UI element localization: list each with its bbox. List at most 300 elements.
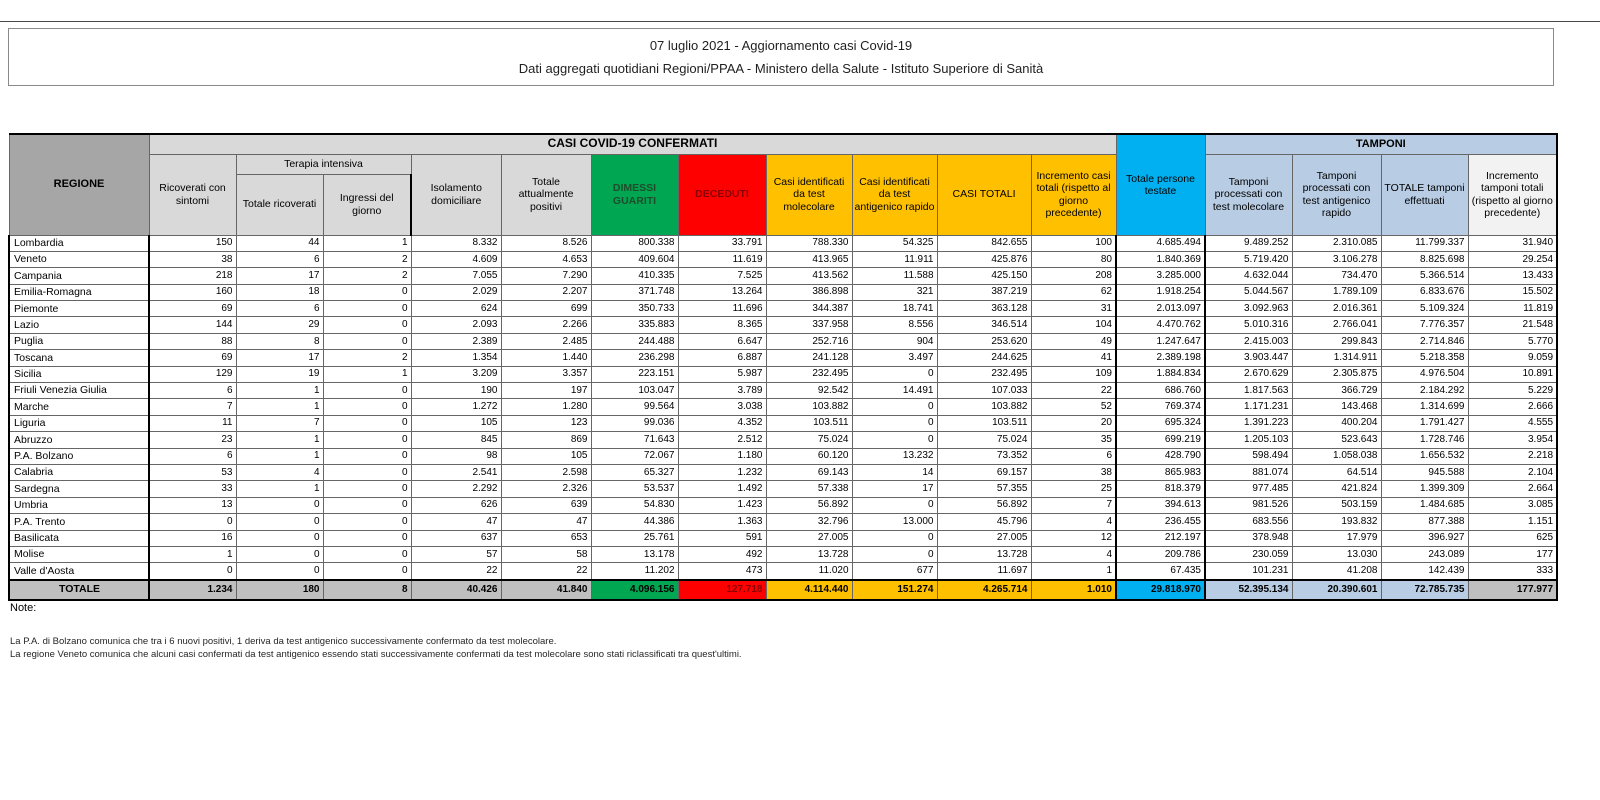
value-cell: 1.180 [678, 448, 766, 464]
value-cell: 129 [149, 366, 236, 382]
value-cell: 2.310.085 [1292, 235, 1381, 251]
value-cell: 1.171.231 [1205, 399, 1292, 415]
value-cell: 232.495 [937, 366, 1031, 382]
value-cell: 333 [1468, 563, 1557, 580]
value-cell: 1.918.254 [1116, 284, 1205, 300]
table-row [9, 350, 1557, 366]
value-cell: 695.324 [1116, 415, 1205, 431]
totale-value-cell: 29.818.970 [1116, 580, 1205, 600]
column-header-totale-ricoverati: Totale ricoverati [236, 174, 323, 235]
value-cell: 4 [236, 464, 323, 480]
value-cell: 0 [323, 546, 411, 562]
value-cell: 252.716 [766, 333, 852, 349]
value-cell: 6 [236, 251, 323, 267]
note-line-bolzano: La P.A. di Bolzano comunica che tra i 6 nuovi positivi, 1 deriva da test antigenico successivamente confermato da test molecolare. [10, 636, 557, 647]
value-cell: 69 [149, 350, 236, 366]
totale-value-cell: 1.234 [149, 580, 236, 600]
value-cell: 243.089 [1381, 546, 1468, 562]
table-row [9, 481, 1557, 497]
value-cell: 321 [852, 284, 937, 300]
totale-value-cell: 52.395.134 [1205, 580, 1292, 600]
value-cell: 65.327 [591, 464, 678, 480]
value-cell: 0 [149, 563, 236, 580]
totale-value-cell: 1.010 [1031, 580, 1116, 600]
value-cell: 6 [149, 383, 236, 399]
value-cell: 209.786 [1116, 546, 1205, 562]
totale-value-cell: 180 [236, 580, 323, 600]
value-cell: 54.830 [591, 497, 678, 513]
value-cell: 72.067 [591, 448, 678, 464]
value-cell: 1 [236, 432, 323, 448]
value-cell: 7 [1031, 497, 1116, 513]
table-header [9, 134, 1557, 235]
value-cell: 104 [1031, 317, 1116, 333]
value-cell: 56.892 [937, 497, 1031, 513]
value-cell: 5.218.358 [1381, 350, 1468, 366]
table-row [9, 301, 1557, 317]
value-cell: 230.059 [1205, 546, 1292, 562]
value-cell: 62 [1031, 284, 1116, 300]
value-cell: 5.044.567 [1205, 284, 1292, 300]
totale-value-cell: 127.718 [678, 580, 766, 600]
value-cell: 639 [501, 497, 591, 513]
value-cell: 734.470 [1292, 268, 1381, 284]
value-cell: 845 [411, 432, 501, 448]
value-cell: 236.298 [591, 350, 678, 366]
value-cell: 0 [323, 530, 411, 546]
value-cell: 107.033 [937, 383, 1031, 399]
value-cell: 33 [149, 481, 236, 497]
totale-value-cell: 41.840 [501, 580, 591, 600]
value-cell: 6.887 [678, 350, 766, 366]
value-cell: 5.366.514 [1381, 268, 1468, 284]
value-cell: 637 [411, 530, 501, 546]
table-row [9, 235, 1557, 251]
value-cell: 1.791.427 [1381, 415, 1468, 431]
value-cell: 13 [149, 497, 236, 513]
totale-value-cell: 4.114.440 [766, 580, 852, 600]
table-row [9, 333, 1557, 349]
value-cell: 0 [323, 481, 411, 497]
region-name-cell: Molise [9, 546, 149, 562]
value-cell: 5.010.316 [1205, 317, 1292, 333]
value-cell: 236.455 [1116, 514, 1205, 530]
value-cell: 1.363 [678, 514, 766, 530]
value-cell: 22 [1031, 383, 1116, 399]
value-cell: 421.824 [1292, 481, 1381, 497]
value-cell: 0 [323, 448, 411, 464]
table-row [9, 284, 1557, 300]
value-cell: 2.664 [1468, 481, 1557, 497]
value-cell: 57 [411, 546, 501, 562]
value-cell: 17 [852, 481, 937, 497]
value-cell: 150 [149, 235, 236, 251]
value-cell: 1 [149, 546, 236, 562]
value-cell: 54.325 [852, 235, 937, 251]
value-cell: 2.207 [501, 284, 591, 300]
value-cell: 13.433 [1468, 268, 1557, 284]
value-cell: 52 [1031, 399, 1116, 415]
value-cell: 12 [1031, 530, 1116, 546]
value-cell: 624 [411, 301, 501, 317]
value-cell: 143.468 [1292, 399, 1381, 415]
value-cell: 981.526 [1205, 497, 1292, 513]
value-cell: 2.389 [411, 333, 501, 349]
value-cell: 3.954 [1468, 432, 1557, 448]
value-cell: 3.038 [678, 399, 766, 415]
value-cell: 0 [852, 399, 937, 415]
value-cell: 3.285.000 [1116, 268, 1205, 284]
value-cell: 123 [501, 415, 591, 431]
value-cell: 73.352 [937, 448, 1031, 464]
value-cell: 14 [852, 464, 937, 480]
value-cell: 0 [323, 301, 411, 317]
region-name-cell: P.A. Trento [9, 514, 149, 530]
value-cell: 69 [149, 301, 236, 317]
value-cell: 877.388 [1381, 514, 1468, 530]
column-header-casi-molecolare: Casi identificati da test molecolare [766, 154, 852, 235]
value-cell: 683.556 [1205, 514, 1292, 530]
value-cell: 503.159 [1292, 497, 1381, 513]
value-cell: 473 [678, 563, 766, 580]
value-cell: 7.290 [501, 268, 591, 284]
value-cell: 3.092.963 [1205, 301, 1292, 317]
value-cell: 396.927 [1381, 530, 1468, 546]
table-row [9, 317, 1557, 333]
value-cell: 1.280 [501, 399, 591, 415]
value-cell: 8.825.698 [1381, 251, 1468, 267]
value-cell: 212.197 [1116, 530, 1205, 546]
value-cell: 387.219 [937, 284, 1031, 300]
column-header-dimessi-guariti: DIMESSI GUARITI [591, 154, 678, 235]
totale-value-cell: 20.390.601 [1292, 580, 1381, 600]
value-cell: 11.799.337 [1381, 235, 1468, 251]
value-cell: 49 [1031, 333, 1116, 349]
value-cell: 1.789.109 [1292, 284, 1381, 300]
column-header-deceduti: DECEDUTI [678, 154, 766, 235]
table-row [9, 530, 1557, 546]
value-cell: 5.719.420 [1205, 251, 1292, 267]
table-row [9, 432, 1557, 448]
covid-data-table [8, 133, 1558, 601]
value-cell: 626 [411, 497, 501, 513]
value-cell: 1 [323, 366, 411, 382]
value-cell: 2.218 [1468, 448, 1557, 464]
value-cell: 88 [149, 333, 236, 349]
value-cell: 22 [501, 563, 591, 580]
value-cell: 13.000 [852, 514, 937, 530]
value-cell: 241.128 [766, 350, 852, 366]
region-name-cell: Friuli Venezia Giulia [9, 383, 149, 399]
table-row [9, 464, 1557, 480]
value-cell: 56.892 [766, 497, 852, 513]
value-cell: 80 [1031, 251, 1116, 267]
value-cell: 53 [149, 464, 236, 480]
value-cell: 0 [852, 432, 937, 448]
value-cell: 386.898 [766, 284, 852, 300]
value-cell: 699.219 [1116, 432, 1205, 448]
value-cell: 44.386 [591, 514, 678, 530]
totale-value-cell: 8 [323, 580, 411, 600]
value-cell: 47 [501, 514, 591, 530]
value-cell: 2.266 [501, 317, 591, 333]
totale-value-cell: 40.426 [411, 580, 501, 600]
group-header-terapia-intensiva: Terapia intensiva [236, 154, 411, 174]
value-cell: 8 [236, 333, 323, 349]
value-cell: 0 [852, 497, 937, 513]
value-cell: 160 [149, 284, 236, 300]
notes-section [10, 602, 1550, 662]
value-cell: 15.502 [1468, 284, 1557, 300]
value-cell: 45.796 [937, 514, 1031, 530]
column-header-ingressi-giorno: Ingressi del giorno [323, 174, 411, 235]
column-header-regione: REGIONE [9, 134, 149, 235]
value-cell: 32.796 [766, 514, 852, 530]
region-name-cell: P.A. Bolzano [9, 448, 149, 464]
value-cell: 378.948 [1205, 530, 1292, 546]
value-cell: 100 [1031, 235, 1116, 251]
table-body [9, 235, 1557, 600]
value-cell: 3.085 [1468, 497, 1557, 513]
value-cell: 394.613 [1116, 497, 1205, 513]
value-cell: 523.643 [1292, 432, 1381, 448]
column-header-incremento-casi: Incremento casi totali (rispetto al giorno precedente) [1031, 154, 1116, 235]
value-cell: 299.843 [1292, 333, 1381, 349]
value-cell: 335.883 [591, 317, 678, 333]
region-name-cell: Abruzzo [9, 432, 149, 448]
value-cell: 13.030 [1292, 546, 1381, 562]
column-header-casi-totali: CASI TOTALI [937, 154, 1031, 235]
value-cell: 223.151 [591, 366, 678, 382]
value-cell: 16 [149, 530, 236, 546]
totale-value-cell: 151.274 [852, 580, 937, 600]
value-cell: 103.511 [937, 415, 1031, 431]
value-cell: 0 [236, 514, 323, 530]
value-cell: 788.330 [766, 235, 852, 251]
value-cell: 27.005 [937, 530, 1031, 546]
value-cell: 4.653 [501, 251, 591, 267]
value-cell: 2.485 [501, 333, 591, 349]
value-cell: 11.911 [852, 251, 937, 267]
totale-value-cell: 72.785.735 [1381, 580, 1468, 600]
value-cell: 1 [236, 399, 323, 415]
value-cell: 177 [1468, 546, 1557, 562]
value-cell: 41 [1031, 350, 1116, 366]
value-cell: 0 [852, 546, 937, 562]
value-cell: 1.058.038 [1292, 448, 1381, 464]
value-cell: 4 [1031, 546, 1116, 562]
value-cell: 67.435 [1116, 563, 1205, 580]
value-cell: 625 [1468, 530, 1557, 546]
value-cell: 4.976.504 [1381, 366, 1468, 382]
value-cell: 0 [323, 383, 411, 399]
value-cell: 13.232 [852, 448, 937, 464]
value-cell: 109 [1031, 366, 1116, 382]
value-cell: 6 [236, 301, 323, 317]
value-cell: 904 [852, 333, 937, 349]
region-name-cell: Basilicata [9, 530, 149, 546]
value-cell: 3.497 [852, 350, 937, 366]
value-cell: 1.399.309 [1381, 481, 1468, 497]
value-cell: 5.229 [1468, 383, 1557, 399]
value-cell: 4.352 [678, 415, 766, 431]
value-cell: 0 [323, 464, 411, 480]
value-cell: 4 [1031, 514, 1116, 530]
region-name-cell: Toscana [9, 350, 149, 366]
value-cell: 22 [411, 563, 501, 580]
value-cell: 6 [149, 448, 236, 464]
value-cell: 2.184.292 [1381, 383, 1468, 399]
value-cell: 1.656.532 [1381, 448, 1468, 464]
value-cell: 1.391.223 [1205, 415, 1292, 431]
value-cell: 232.495 [766, 366, 852, 382]
column-header-attualmente-positivi: Totale attualmente positivi [501, 154, 591, 235]
value-cell: 20 [1031, 415, 1116, 431]
region-name-cell: Calabria [9, 464, 149, 480]
value-cell: 57.355 [937, 481, 1031, 497]
value-cell: 18.741 [852, 301, 937, 317]
value-cell: 0 [323, 284, 411, 300]
value-cell: 47 [411, 514, 501, 530]
value-cell: 7.055 [411, 268, 501, 284]
region-name-cell: Valle d'Aosta [9, 563, 149, 580]
value-cell: 142.439 [1381, 563, 1468, 580]
value-cell: 0 [323, 399, 411, 415]
value-cell: 1.354 [411, 350, 501, 366]
region-name-cell: Lombardia [9, 235, 149, 251]
value-cell: 371.748 [591, 284, 678, 300]
value-cell: 60.120 [766, 448, 852, 464]
value-cell: 2.093 [411, 317, 501, 333]
value-cell: 363.128 [937, 301, 1031, 317]
value-cell: 2.389.198 [1116, 350, 1205, 366]
value-cell: 38 [149, 251, 236, 267]
value-cell: 0 [149, 514, 236, 530]
value-cell: 0 [323, 317, 411, 333]
value-cell: 7.776.357 [1381, 317, 1468, 333]
value-cell: 344.387 [766, 301, 852, 317]
value-cell: 842.655 [937, 235, 1031, 251]
value-cell: 6.833.676 [1381, 284, 1468, 300]
value-cell: 23 [149, 432, 236, 448]
value-cell: 7 [149, 399, 236, 415]
totale-value-cell: 4.096.156 [591, 580, 678, 600]
notes-label: Note: [10, 602, 37, 614]
value-cell: 3.106.278 [1292, 251, 1381, 267]
value-cell: 366.729 [1292, 383, 1381, 399]
value-cell: 1 [236, 448, 323, 464]
value-cell: 1.314.699 [1381, 399, 1468, 415]
group-header-casi-confermati: CASI COVID-19 CONFERMATI [149, 134, 1116, 154]
value-cell: 31 [1031, 301, 1116, 317]
value-cell: 945.588 [1381, 464, 1468, 480]
group-header-tamponi: TAMPONI [1205, 134, 1557, 154]
value-cell: 350.733 [591, 301, 678, 317]
value-cell: 0 [323, 415, 411, 431]
note-line-veneto: La regione Veneto comunica che alcuni casi confermati da test antigenico essendo stati successivamente confermati da test molecolare sono stati riclassificati tra quest'ultimi. [10, 648, 742, 660]
value-cell: 2.305.875 [1292, 366, 1381, 382]
region-name-cell: Emilia-Romagna [9, 284, 149, 300]
value-cell: 4.632.044 [1205, 268, 1292, 284]
report-header [8, 28, 1554, 86]
value-cell: 3.789 [678, 383, 766, 399]
value-cell: 0 [852, 415, 937, 431]
value-cell: 1.484.685 [1381, 497, 1468, 513]
value-cell: 881.074 [1205, 464, 1292, 480]
value-cell: 99.036 [591, 415, 678, 431]
value-cell: 1.232 [678, 464, 766, 480]
value-cell: 13.728 [766, 546, 852, 562]
value-cell: 11.696 [678, 301, 766, 317]
value-cell: 2.512 [678, 432, 766, 448]
value-cell: 1.492 [678, 481, 766, 497]
region-name-cell: Umbria [9, 497, 149, 513]
value-cell: 598.494 [1205, 448, 1292, 464]
value-cell: 17 [236, 350, 323, 366]
value-cell: 869 [501, 432, 591, 448]
value-cell: 13.728 [937, 546, 1031, 562]
value-cell: 2 [323, 268, 411, 284]
value-cell: 0 [852, 366, 937, 382]
value-cell: 5.770 [1468, 333, 1557, 349]
value-cell: 11.619 [678, 251, 766, 267]
value-cell: 8.332 [411, 235, 501, 251]
value-cell: 1.247.647 [1116, 333, 1205, 349]
region-name-cell: Lazio [9, 317, 149, 333]
value-cell: 9.059 [1468, 350, 1557, 366]
value-cell: 2.016.361 [1292, 301, 1381, 317]
region-name-cell: Sicilia [9, 366, 149, 382]
value-cell: 2.415.003 [1205, 333, 1292, 349]
value-cell: 103.882 [937, 399, 1031, 415]
value-cell: 103.882 [766, 399, 852, 415]
value-cell: 2.598 [501, 464, 591, 480]
value-cell: 769.374 [1116, 399, 1205, 415]
value-cell: 3.903.447 [1205, 350, 1292, 366]
value-cell: 99.564 [591, 399, 678, 415]
value-cell: 1.423 [678, 497, 766, 513]
value-cell: 11.819 [1468, 301, 1557, 317]
value-cell: 244.488 [591, 333, 678, 349]
value-cell: 0 [323, 333, 411, 349]
value-cell: 8.556 [852, 317, 937, 333]
value-cell: 105 [501, 448, 591, 464]
value-cell: 29.254 [1468, 251, 1557, 267]
value-cell: 35 [1031, 432, 1116, 448]
value-cell: 253.620 [937, 333, 1031, 349]
value-cell: 0 [236, 546, 323, 562]
value-cell: 103.511 [766, 415, 852, 431]
value-cell: 75.024 [937, 432, 1031, 448]
value-cell: 2.541 [411, 464, 501, 480]
value-cell: 11 [149, 415, 236, 431]
column-header-isolamento: Isolamento domiciliare [411, 154, 501, 235]
value-cell: 800.338 [591, 235, 678, 251]
value-cell: 2.714.846 [1381, 333, 1468, 349]
value-cell: 653 [501, 530, 591, 546]
value-cell: 64.514 [1292, 464, 1381, 480]
value-cell: 0 [236, 530, 323, 546]
column-header-totale-tamponi: TOTALE tamponi effettuati [1381, 154, 1468, 235]
column-header-persone-testate: Totale persone testate [1116, 134, 1205, 235]
region-name-cell: Sardegna [9, 481, 149, 497]
value-cell: 865.983 [1116, 464, 1205, 480]
value-cell: 818.379 [1116, 481, 1205, 497]
value-cell: 425.150 [937, 268, 1031, 284]
value-cell: 2.292 [411, 481, 501, 497]
value-cell: 591 [678, 530, 766, 546]
value-cell: 1 [236, 383, 323, 399]
